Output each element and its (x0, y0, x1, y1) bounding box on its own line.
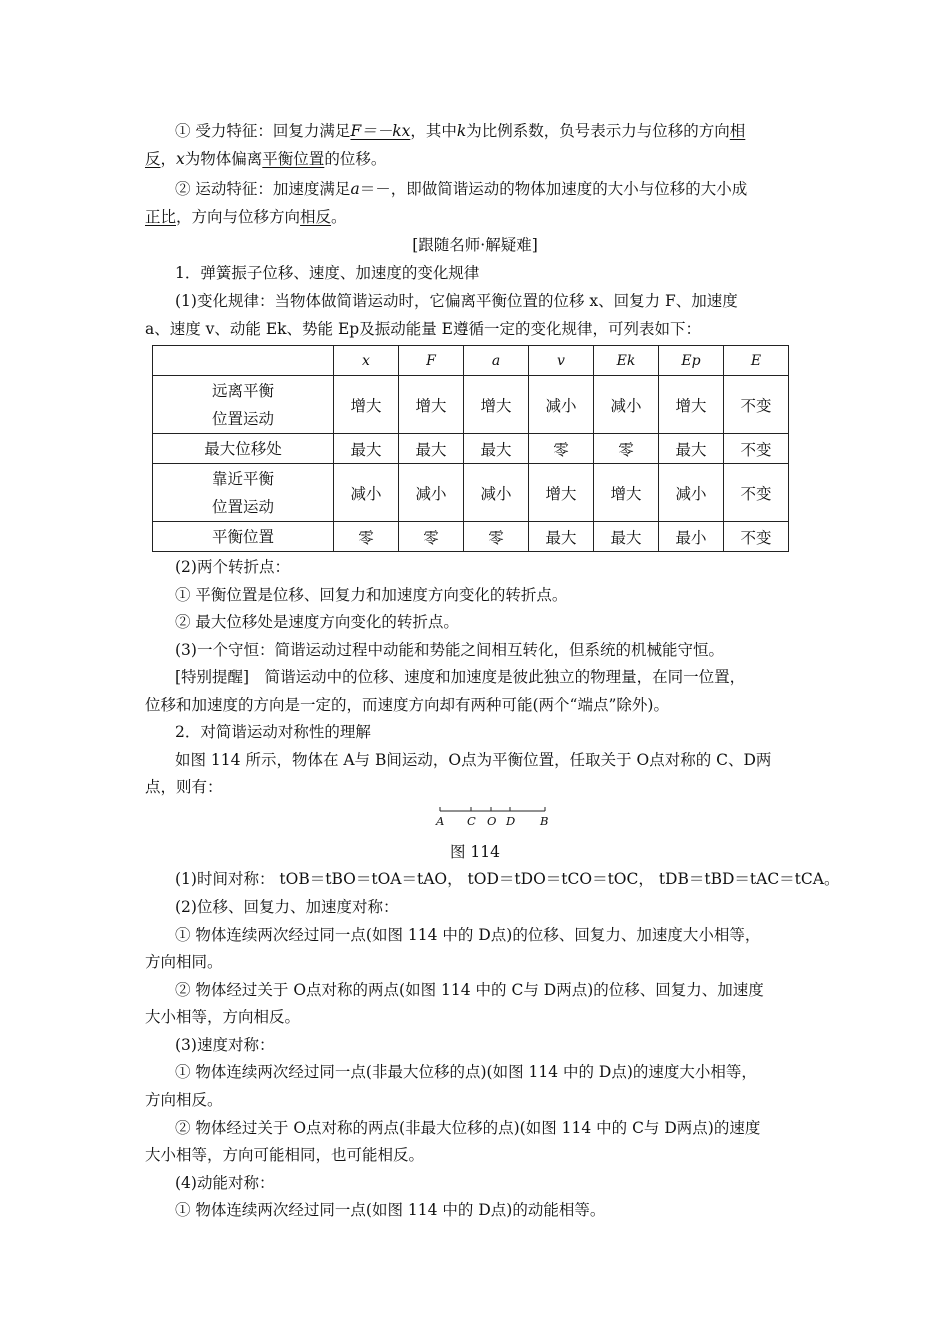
table-corner-cell (153, 346, 334, 376)
symmetry-intro-line-2: 点，则有： (145, 778, 223, 796)
table-cell: 零 (464, 522, 529, 552)
rule-line-1: (1)变化规律：当物体做简谐运动时，它偏离平衡位置的位移 x、回复力 F、加速度 (175, 292, 738, 310)
table-cell: 减小 (334, 464, 399, 522)
special-tip-line-1: [特别提醒] 简谐运动中的位移、速度和加速度是彼此独立的物理量，在同一位置， (175, 668, 746, 686)
motion-feature-line-2: 正比，方向与位移方向相反。 (145, 208, 347, 226)
table-cell: 减小 (529, 376, 594, 434)
table-header-e: E (724, 346, 789, 376)
table-header-v: v (529, 346, 594, 376)
table-cell: 最大 (334, 434, 399, 464)
table-cell: 最大 (529, 522, 594, 552)
kinetic-energy-symmetry-heading: (4)动能对称： (175, 1174, 275, 1192)
kinetic-energy-point-1: ① 物体连续两次经过同一点(如图 114 中的 D点)的动能相等。 (175, 1201, 606, 1219)
table-header-ep: Ep (659, 346, 724, 376)
table-cell: 最大 (464, 434, 529, 464)
velocity-symmetry-heading: (3)速度对称： (175, 1036, 275, 1054)
row-label: 平衡位置 (153, 522, 334, 552)
table-cell: 零 (594, 434, 659, 464)
section-1-title: 1．弹簧振子位移、速度、加速度的变化规律 (175, 264, 480, 282)
turning-point-2: ② 最大位移处是速度方向变化的转折点。 (175, 613, 459, 631)
table-cell: 增大 (334, 376, 399, 434)
table-row (153, 464, 789, 522)
velocity-point-2-line-2: 大小相等，方向可能相同，也可能相反。 (145, 1146, 425, 1164)
table-cell: 最大 (594, 522, 659, 552)
velocity-point-2-line-1: ② 物体经过关于 O点对称的两点(非最大位移的点)(如图 114 中的 C与 D两点)的速度 (175, 1119, 761, 1137)
table-cell: 不变 (724, 464, 789, 522)
displacement-point-2-line-1: ② 物体经过关于 O点对称的两点(如图 114 中的 C与 D两点)的位移、回复力、加速度 (175, 981, 764, 999)
time-symmetry-line: (1)时间对称： tOB＝tBO＝tOA＝tAO， tOD＝tDO＝tCO＝tOC， tDB＝tBD＝tAC＝tCA。 (175, 870, 840, 888)
table-cell: 最小 (659, 522, 724, 552)
table-cell: 零 (399, 522, 464, 552)
displacement-point-1-line-2: 方向相同。 (145, 953, 223, 971)
figure-label-d: D (506, 814, 516, 828)
table-header-row (153, 346, 789, 376)
table-cell: 增大 (529, 464, 594, 522)
motion-feature-line-1: ② 运动特征：加速度满足a＝－，即做简谐运动的物体加速度的大小与位移的大小成 (175, 180, 748, 198)
table-cell: 零 (529, 434, 594, 464)
table-cell: 最大 (399, 434, 464, 464)
displacement-point-2-line-2: 大小相等，方向相反。 (145, 1008, 301, 1026)
velocity-point-1-line-1: ① 物体连续两次经过同一点(非最大位移的点)(如图 114 中的 D点)的速度大小相等， (175, 1063, 757, 1081)
symmetry-intro-line-1: 如图 114 所示，物体在 A与 B间运动，O点为平衡位置，任取关于 O点对称的 C、D两 (175, 751, 772, 769)
row-label: 远离平衡 位置运动 (153, 376, 334, 434)
table-row (153, 376, 789, 434)
displacement-symmetry-heading: (2)位移、回复力、加速度对称： (175, 898, 399, 916)
figure-caption: 图 114 (449, 843, 500, 861)
section-2-title: 2．对简谐运动对称性的理解 (175, 723, 371, 741)
figure-label-o: O (487, 814, 497, 828)
conservation-line: (3)一个守恒：简谐运动过程中动能和势能之间相互转化，但系统的机械能守恒。 (175, 641, 724, 659)
table-row (153, 522, 789, 552)
variation-table (152, 345, 789, 552)
table-cell: 增大 (399, 376, 464, 434)
table-cell: 增大 (659, 376, 724, 434)
figure-label-a: A (436, 814, 445, 828)
table-cell: 不变 (724, 434, 789, 464)
force-feature-line-2: 反，x为物体偏离平衡位置的位移。 (145, 150, 387, 168)
table-cell: 零 (334, 522, 399, 552)
row-label: 靠近平衡 位置运动 (153, 464, 334, 522)
table-cell: 减小 (659, 464, 724, 522)
table-header-a: a (464, 346, 529, 376)
table-header-f: F (399, 346, 464, 376)
row-label: 最大位移处 (153, 434, 334, 464)
table-cell: 减小 (399, 464, 464, 522)
turning-points-heading: (2)两个转折点： (175, 558, 290, 576)
force-feature-line-1: ① 受力特征：回复力满足F＝－kx，其中k为比例系数，负号表示力与位移的方向相 (175, 122, 746, 140)
special-tip-line-2: 位移和加速度的方向是一定的，而速度方向却有两种可能(两个“端点”除外)。 (145, 696, 669, 714)
section-heading: [跟随名师·解疑难] (412, 236, 538, 254)
figure-label-b: B (540, 814, 549, 828)
table-cell: 增大 (464, 376, 529, 434)
rule-line-2: a、速度 v、动能 Ek、势能 Ep及振动能量 E遵循一定的变化规律，可列表如下： (145, 320, 701, 338)
table-cell: 增大 (594, 464, 659, 522)
displacement-point-1-line-1: ① 物体连续两次经过同一点(如图 114 中的 D点)的位移、回复力、加速度大小相等， (175, 926, 761, 944)
table-cell: 不变 (724, 376, 789, 434)
table-header-x: x (334, 346, 399, 376)
table-cell: 减小 (594, 376, 659, 434)
table-header-ek: Ek (594, 346, 659, 376)
velocity-point-1-line-2: 方向相反。 (145, 1091, 223, 1109)
table-row (153, 434, 789, 464)
table-cell: 最大 (659, 434, 724, 464)
table-cell: 不变 (724, 522, 789, 552)
table-cell: 减小 (464, 464, 529, 522)
figure-label-c: C (467, 814, 476, 828)
turning-point-1: ① 平衡位置是位移、回复力和加速度方向变化的转折点。 (175, 586, 568, 604)
